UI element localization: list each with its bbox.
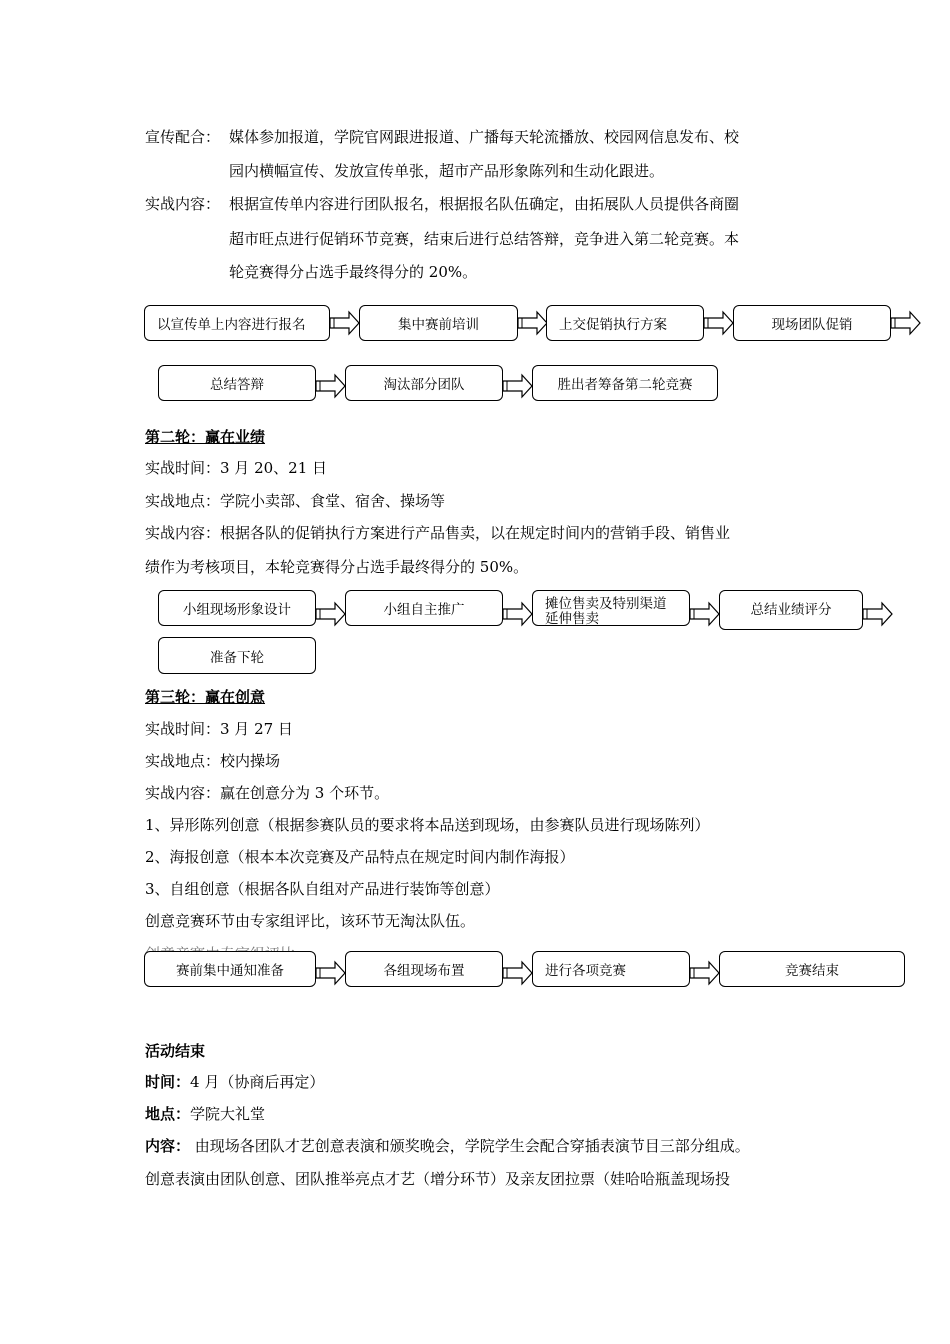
round2-content-line-2: 绩作为考核项目，本轮竞赛得分占选手最终得分的 50%。: [145, 558, 529, 576]
flow2-arrow-1: [316, 602, 346, 626]
round3-item-3: 3、自组创意（根据各队自组对产品进行装饰等创意）: [145, 880, 500, 898]
ending-content-value: 由现场各团队才艺创意表演和颁奖晚会，学院学生会配合穿插表演节目三部分组成。: [190, 1137, 750, 1155]
round3-heading: 第三轮：赢在创意: [145, 688, 266, 706]
ending-place: [145, 1104, 265, 1124]
promo-line-1: 媒体参加报道，学院官网跟进报道、广播每天轮流播放、校园网信息发布、校: [229, 128, 740, 146]
promo-line-2: 园内横幅宣传、发放宣传单张，超市产品形象陈列和生动化跟进。: [229, 162, 665, 180]
ending-place-label: 地点：: [145, 1105, 191, 1123]
ending-time: [145, 1072, 324, 1092]
flow1-step-submit-plan: 上交促销执行方案: [546, 305, 704, 341]
round2-place: 实战地点：学院小卖部、食堂、宿舍、操场等: [145, 492, 446, 510]
flow1-arrow-2: [518, 311, 548, 335]
round1-content-label: 实战内容：: [145, 195, 221, 213]
round1-content-line-1: 根据宣传单内容进行团队报名，根据报名队伍确定，由拓展队人员提供各商圈: [229, 195, 740, 213]
flow2-step-stall-sales: 摊位售卖及特别渠道延伸售卖: [532, 590, 690, 626]
flow3-arrow-2: [503, 961, 533, 985]
ending-time-label: 时间：: [145, 1073, 191, 1091]
flow1-step-register: 以宣传单上内容进行报名: [144, 305, 330, 341]
flow1-step-eliminate: 淘汰部分团队: [345, 365, 503, 401]
flow3-step-compete: 进行各项竞赛: [532, 951, 690, 987]
round2-time: 实战时间：3 月 20、21 日: [145, 459, 328, 477]
flow1-step-defense: 总结答辩: [158, 365, 316, 401]
flow2-step-self-promo: 小组自主推广: [345, 590, 503, 626]
flow1-arrow-3: [704, 311, 734, 335]
ending-heading: 活动结束: [145, 1042, 206, 1060]
round3-item-1: 1、异形陈列创意（根据参赛队员的要求将本品送到现场，由参赛队员进行现场陈列）: [145, 816, 710, 834]
round3-faded-text: [145, 943, 295, 951]
flow2-step-prepare-next: 准备下轮: [158, 637, 316, 674]
flow1-arrow-5: [316, 374, 346, 398]
round3-item-2: 2、海报创意（根本本次竞赛及产品特点在规定时间内制作海报）: [145, 848, 575, 866]
flow3-step-notify: 赛前集中通知准备: [144, 951, 316, 987]
flow2-arrow-2: [503, 602, 533, 626]
flow2-step-image-design: 小组现场形象设计: [158, 590, 316, 626]
flow1-step-training: 集中赛前培训: [359, 305, 518, 341]
round3-content: 实战内容：赢在创意分为 3 个环节。: [145, 784, 390, 802]
round1-content-line-2: 超市旺点进行促销环节竞赛，结束后进行总结答辩，竞争进入第二轮竞赛。本: [229, 230, 740, 248]
ending-time-value: 4 月（协商后再定）: [190, 1073, 325, 1091]
flow3-step-end: 竞赛结束: [719, 951, 905, 987]
round2-content-line-1: 实战内容：根据各队的促销执行方案进行产品售卖，以在规定时间内的营销手段、销售业: [145, 524, 731, 542]
flow3-arrow-3: [690, 961, 720, 985]
round1-content-line-3: 轮竞赛得分占选手最终得分的 20%。: [229, 263, 478, 281]
flow1-arrow-1: [330, 311, 360, 335]
flow1-arrow-6: [503, 374, 533, 398]
round3-place: 实战地点：校内操场: [145, 752, 281, 770]
flow1-arrow-4: [891, 311, 921, 335]
flow3-arrow-1: [316, 961, 346, 985]
round3-note: 创意竞赛环节由专家组评比，该环节无淘汰队伍。: [145, 912, 476, 930]
flow1-step-onsite-promo: 现场团队促销: [733, 305, 891, 341]
ending-last-line: 创意表演由团队创意、团队推举亮点才艺（增分环节）及亲友团拉票（娃哈哈瓶盖现场投: [145, 1170, 731, 1188]
round2-heading: 第二轮：赢在业绩: [145, 428, 266, 446]
flow1-step-winners: 胜出者筹备第二轮竞赛: [532, 365, 718, 401]
ending-place-value: 学院大礼堂: [190, 1105, 266, 1123]
flow2-arrow-4: [863, 602, 893, 626]
ending-content-label: 内容：: [145, 1137, 191, 1155]
ending-content: [145, 1136, 750, 1156]
promo-label: 宣传配合：: [145, 128, 221, 146]
round3-time: 实战时间：3 月 27 日: [145, 720, 293, 738]
flow2-arrow-3: [690, 602, 720, 626]
flow3-step-setup: 各组现场布置: [345, 951, 503, 987]
flow2-step-score: 总结业绩评分: [719, 590, 863, 630]
